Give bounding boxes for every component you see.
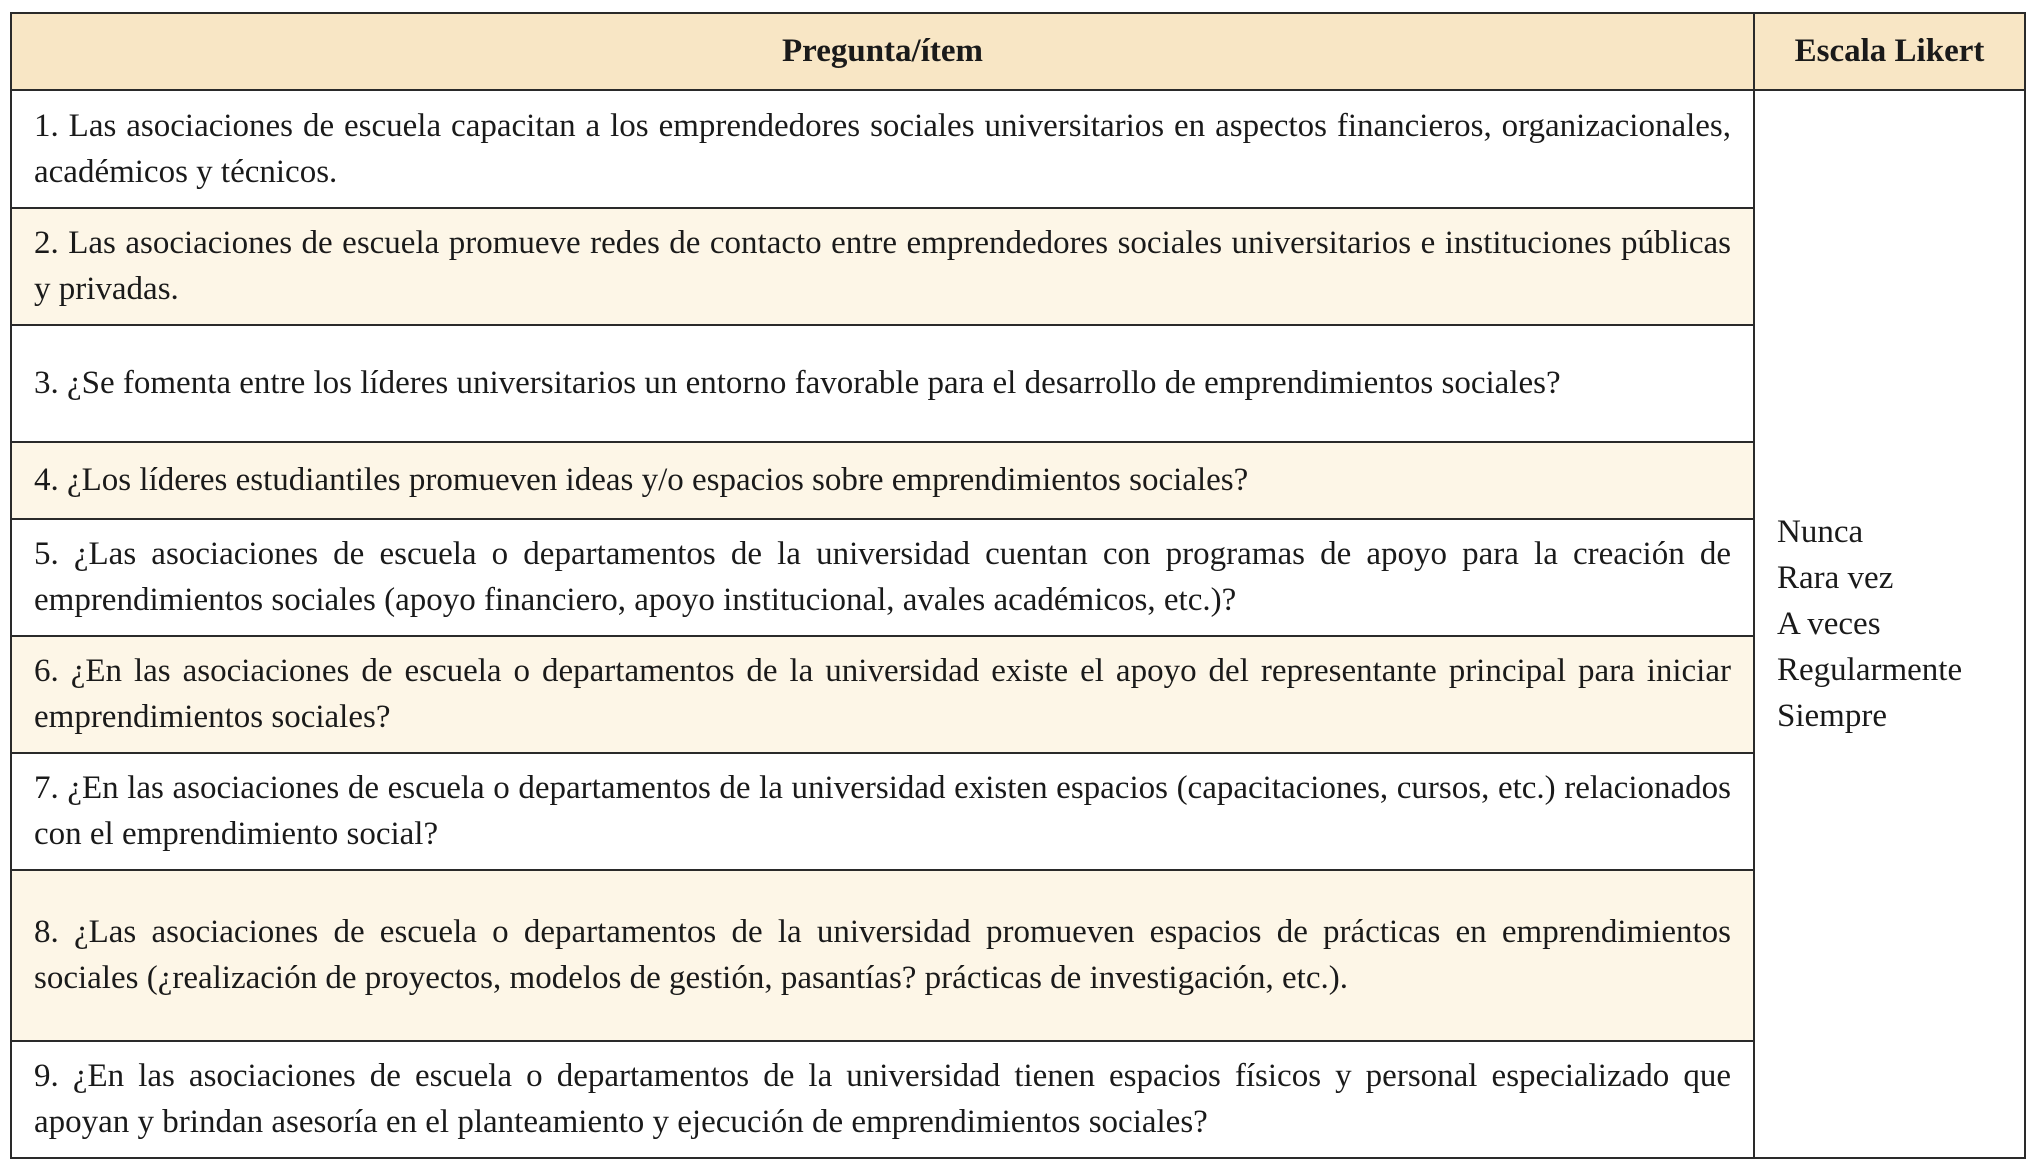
- item-cell-3: 3. ¿Se fomenta entre los líderes universitarios un entorno favorable para el desarrollo de emprendimientos sociales?: [11, 325, 1754, 442]
- item-cell-2: 2. Las asociaciones de escuela promueve redes de contacto entre emprendedores sociales universitarios e instituciones públicas y privadas.: [11, 208, 1754, 325]
- header-item: Pregunta/ítem: [11, 13, 1754, 90]
- scale-option-nunca: Nunca: [1777, 514, 1864, 550]
- item-cell-8: 8. ¿Las asociaciones de escuela o departamentos de la universidad promueven espacios de prácticas en emprendimientos sociales (¿realización de proyectos, modelos de gestión, pasantías? prácticas de investigación, etc.).: [11, 870, 1754, 1041]
- header-scale: Escala Likert: [1754, 13, 2025, 90]
- likert-scale-cell: [1754, 90, 2025, 1158]
- table-row: [11, 753, 2025, 870]
- table-row: [11, 1041, 2025, 1158]
- item-cell-9: 9. ¿En las asociaciones de escuela o departamentos de la universidad tienen espacios físicos y personal especializado que apoyan y brindan asesoría en el planteamiento y ejecución de emprendimientos sociales?: [11, 1041, 1754, 1158]
- item-cell-4: 4. ¿Los líderes estudiantiles promueven ideas y/o espacios sobre emprendimientos sociales?: [11, 442, 1754, 519]
- likert-survey-table: [10, 12, 2026, 1159]
- scale-option-a-veces: A veces: [1777, 606, 1881, 642]
- table-row: [11, 442, 2025, 519]
- table-row: [11, 636, 2025, 753]
- table-row: [11, 325, 2025, 442]
- item-cell-1: 1. Las asociaciones de escuela capacitan a los emprendedores sociales universitarios en aspectos financieros, organizacionales, académicos y técnicos.: [11, 90, 1754, 208]
- table-row: [11, 519, 2025, 636]
- table-row: [11, 90, 2025, 208]
- header-row: [11, 13, 2025, 90]
- table-row: [11, 870, 2025, 1041]
- scale-option-rara-vez: Rara vez: [1777, 560, 1894, 596]
- scale-option-siempre: Siempre: [1777, 698, 1887, 734]
- table-body: [11, 90, 2025, 1158]
- scale-option-regularmente: Regularmente: [1777, 652, 1963, 688]
- item-cell-7: 7. ¿En las asociaciones de escuela o departamentos de la universidad existen espacios (capacitaciones, cursos, etc.) relacionados con el emprendimiento social?: [11, 753, 1754, 870]
- item-cell-6: 6. ¿En las asociaciones de escuela o departamentos de la universidad existe el apoyo del representante principal para iniciar emprendimientos sociales?: [11, 636, 1754, 753]
- table-row: [11, 208, 2025, 325]
- item-cell-5: 5. ¿Las asociaciones de escuela o departamentos de la universidad cuentan con programas de apoyo para la creación de emprendimientos sociales (apoyo financiero, apoyo institucional, avales académicos, etc.)?: [11, 519, 1754, 636]
- table-header: [11, 13, 2025, 90]
